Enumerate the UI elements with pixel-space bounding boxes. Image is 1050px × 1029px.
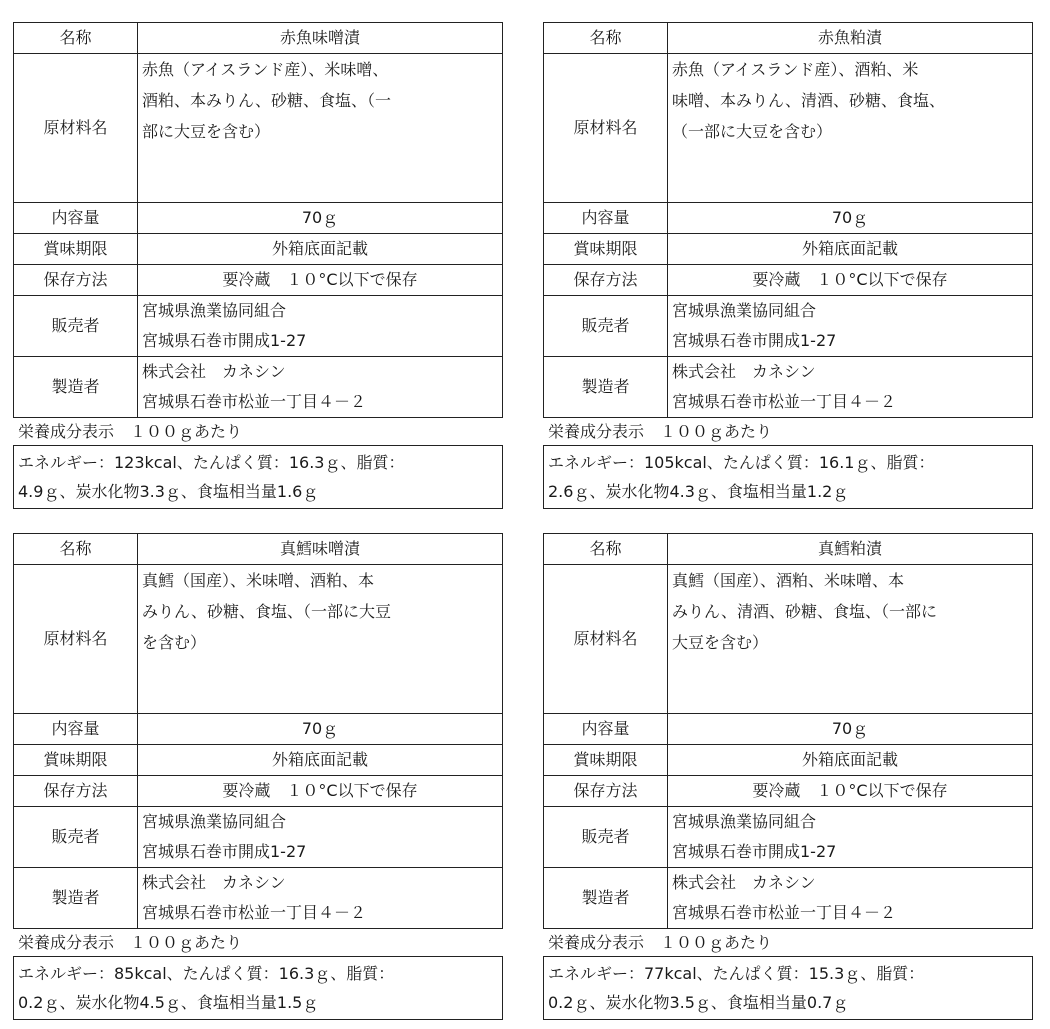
ingredients-line: 味噌、本みりん、清酒、砂糖、食塩、 [672, 91, 945, 110]
nutrition-line: 0.2ｇ、炭水化物4.5ｇ、食塩相当量1.5ｇ [18, 993, 319, 1012]
field-maker-label: 製造者 [14, 868, 138, 929]
ingredients-line: 赤魚（アイスランド産）、米味噌、 [142, 60, 389, 79]
seller-line: 宮城県石巻市開成1-27 [142, 842, 307, 861]
maker-line: 株式会社 カネシン [142, 362, 286, 381]
row-name [14, 23, 503, 54]
ingredients-line: を含む） [142, 633, 207, 652]
storage-value: 要冷蔵 １０°C以下で保存 [668, 776, 1033, 807]
field-content-label: 内容量 [544, 714, 668, 745]
field-seller-label: 販売者 [14, 807, 138, 868]
seller-line: 宮城県石巻市開成1-27 [672, 842, 837, 861]
field-maker-label: 製造者 [544, 868, 668, 929]
field-storage-label: 保存方法 [14, 776, 138, 807]
maker-value [138, 868, 503, 929]
nutrition-line: 2.6ｇ、炭水化物4.3ｇ、食塩相当量1.2ｇ [548, 482, 849, 501]
row-maker [14, 868, 503, 929]
content-value: 70ｇ [138, 203, 503, 234]
product-name: 赤魚味噌漬 [138, 23, 503, 54]
field-name-label: 名称 [544, 23, 668, 54]
maker-value [138, 357, 503, 418]
row-content [14, 714, 503, 745]
maker-line: 宮城県石巻市松並一丁目４－２ [672, 392, 897, 411]
row-seller [14, 807, 503, 868]
storage-value: 要冷蔵 １０°C以下で保存 [138, 776, 503, 807]
storage-value: 要冷蔵 １０°C以下で保存 [668, 265, 1033, 296]
field-seller-label: 販売者 [14, 296, 138, 357]
row-seller [544, 807, 1033, 868]
field-name-label: 名称 [544, 534, 668, 565]
nutrition-box [543, 445, 1033, 509]
row-seller [14, 296, 503, 357]
product-name: 真鱈粕漬 [668, 534, 1033, 565]
row-content [14, 203, 503, 234]
row-content [544, 203, 1033, 234]
field-ingredients-label: 原材料名 [14, 54, 138, 203]
seller-value [138, 296, 503, 357]
field-seller-label: 販売者 [544, 807, 668, 868]
ingredients-text [668, 54, 1033, 203]
field-storage-label: 保存方法 [544, 776, 668, 807]
field-expiry-label: 賞味期限 [14, 234, 138, 265]
row-name [544, 534, 1033, 565]
field-content-label: 内容量 [544, 203, 668, 234]
product-label-akauo-kasu [543, 22, 1033, 509]
field-storage-label: 保存方法 [544, 265, 668, 296]
product-name: 真鱈味噌漬 [138, 534, 503, 565]
nutrition-box [13, 445, 503, 509]
spec-table [543, 533, 1033, 929]
field-ingredients-label: 原材料名 [544, 54, 668, 203]
field-content-label: 内容量 [14, 714, 138, 745]
nutrition-line: 4.9ｇ、炭水化物3.3ｇ、食塩相当量1.6ｇ [18, 482, 319, 501]
field-storage-label: 保存方法 [14, 265, 138, 296]
nutrition-line: エネルギー：77kcal、たんぱく質：15.3ｇ、脂質： [548, 964, 925, 983]
expiry-value: 外箱底面記載 [138, 234, 503, 265]
row-ingredients [14, 54, 503, 203]
ingredients-text [668, 565, 1033, 714]
row-ingredients [14, 565, 503, 714]
row-storage [14, 265, 503, 296]
seller-line: 宮城県漁業協同組合 [672, 301, 817, 320]
content-value: 70ｇ [668, 203, 1033, 234]
maker-value [668, 357, 1033, 418]
row-storage [14, 776, 503, 807]
row-storage [544, 776, 1033, 807]
row-expiry [14, 234, 503, 265]
row-expiry [544, 745, 1033, 776]
maker-value [668, 868, 1033, 929]
maker-line: 株式会社 カネシン [142, 873, 286, 892]
nutrition-line: エネルギー：105kcal、たんぱく質：16.1ｇ、脂質： [548, 453, 935, 472]
maker-line: 宮城県石巻市松並一丁目４－２ [142, 903, 367, 922]
maker-line: 宮城県石巻市松並一丁目４－２ [142, 392, 367, 411]
spec-table [543, 22, 1033, 418]
field-expiry-label: 賞味期限 [544, 745, 668, 776]
ingredients-line: みりん、清酒、砂糖、食塩、（一部に [672, 602, 937, 621]
seller-value [138, 807, 503, 868]
row-seller [544, 296, 1033, 357]
row-maker [544, 868, 1033, 929]
seller-line: 宮城県漁業協同組合 [142, 301, 287, 320]
nutrition-line: エネルギー：123kcal、たんぱく質：16.3ｇ、脂質： [18, 453, 405, 472]
ingredients-line: 真鱈（国産）、米味噌、酒粕、本 [142, 571, 375, 590]
row-maker [544, 357, 1033, 418]
field-name-label: 名称 [14, 534, 138, 565]
nutrition-line: エネルギー：85kcal、たんぱく質：16.3ｇ、脂質： [18, 964, 395, 983]
field-maker-label: 製造者 [14, 357, 138, 418]
row-expiry [544, 234, 1033, 265]
field-name-label: 名称 [14, 23, 138, 54]
ingredients-text [138, 54, 503, 203]
ingredients-text [138, 565, 503, 714]
maker-line: 株式会社 カネシン [672, 873, 816, 892]
ingredients-line: 真鱈（国産）、酒粕、米味噌、本 [672, 571, 905, 590]
row-maker [14, 357, 503, 418]
seller-value [668, 296, 1033, 357]
row-name [14, 534, 503, 565]
nutrition-title: 栄養成分表示 １００ｇあたり [548, 933, 773, 952]
ingredients-line: （一部に大豆を含む） [672, 122, 833, 141]
seller-line: 宮城県漁業協同組合 [142, 812, 287, 831]
field-content-label: 内容量 [14, 203, 138, 234]
field-maker-label: 製造者 [544, 357, 668, 418]
row-ingredients [544, 565, 1033, 714]
product-label-madara-miso [13, 533, 503, 1020]
ingredients-line: みりん、砂糖、食塩、（一部に大豆 [142, 602, 391, 621]
row-expiry [14, 745, 503, 776]
spec-table [13, 533, 503, 929]
field-ingredients-label: 原材料名 [14, 565, 138, 714]
row-content [544, 714, 1033, 745]
seller-line: 宮城県石巻市開成1-27 [672, 331, 837, 350]
storage-value: 要冷蔵 １０°C以下で保存 [138, 265, 503, 296]
content-value: 70ｇ [668, 714, 1033, 745]
product-label-akauo-miso [13, 22, 503, 509]
seller-value [668, 807, 1033, 868]
product-label-madara-kasu [543, 533, 1033, 1020]
field-seller-label: 販売者 [544, 296, 668, 357]
field-expiry-label: 賞味期限 [14, 745, 138, 776]
maker-line: 宮城県石巻市松並一丁目４－２ [672, 903, 897, 922]
expiry-value: 外箱底面記載 [138, 745, 503, 776]
nutrition-title: 栄養成分表示 １００ｇあたり [18, 422, 243, 441]
nutrition-title: 栄養成分表示 １００ｇあたり [548, 422, 773, 441]
expiry-value: 外箱底面記載 [668, 234, 1033, 265]
nutrition-box [13, 956, 503, 1020]
nutrition-title: 栄養成分表示 １００ｇあたり [18, 933, 243, 952]
ingredients-line: 酒粕、本みりん、砂糖、食塩、（一 [142, 91, 391, 110]
expiry-value: 外箱底面記載 [668, 745, 1033, 776]
field-expiry-label: 賞味期限 [544, 234, 668, 265]
ingredients-line: 赤魚（アイスランド産）、酒粕、米 [672, 60, 919, 79]
row-ingredients [544, 54, 1033, 203]
spec-table [13, 22, 503, 418]
ingredients-line: 大豆を含む） [672, 633, 769, 652]
row-name [544, 23, 1033, 54]
seller-line: 宮城県石巻市開成1-27 [142, 331, 307, 350]
content-value: 70ｇ [138, 714, 503, 745]
nutrition-line: 0.2ｇ、炭水化物3.5ｇ、食塩相当量0.7ｇ [548, 993, 849, 1012]
maker-line: 株式会社 カネシン [672, 362, 816, 381]
ingredients-line: 部に大豆を含む） [142, 122, 271, 141]
field-ingredients-label: 原材料名 [544, 565, 668, 714]
seller-line: 宮城県漁業協同組合 [672, 812, 817, 831]
row-storage [544, 265, 1033, 296]
nutrition-box [543, 956, 1033, 1020]
product-name: 赤魚粕漬 [668, 23, 1033, 54]
